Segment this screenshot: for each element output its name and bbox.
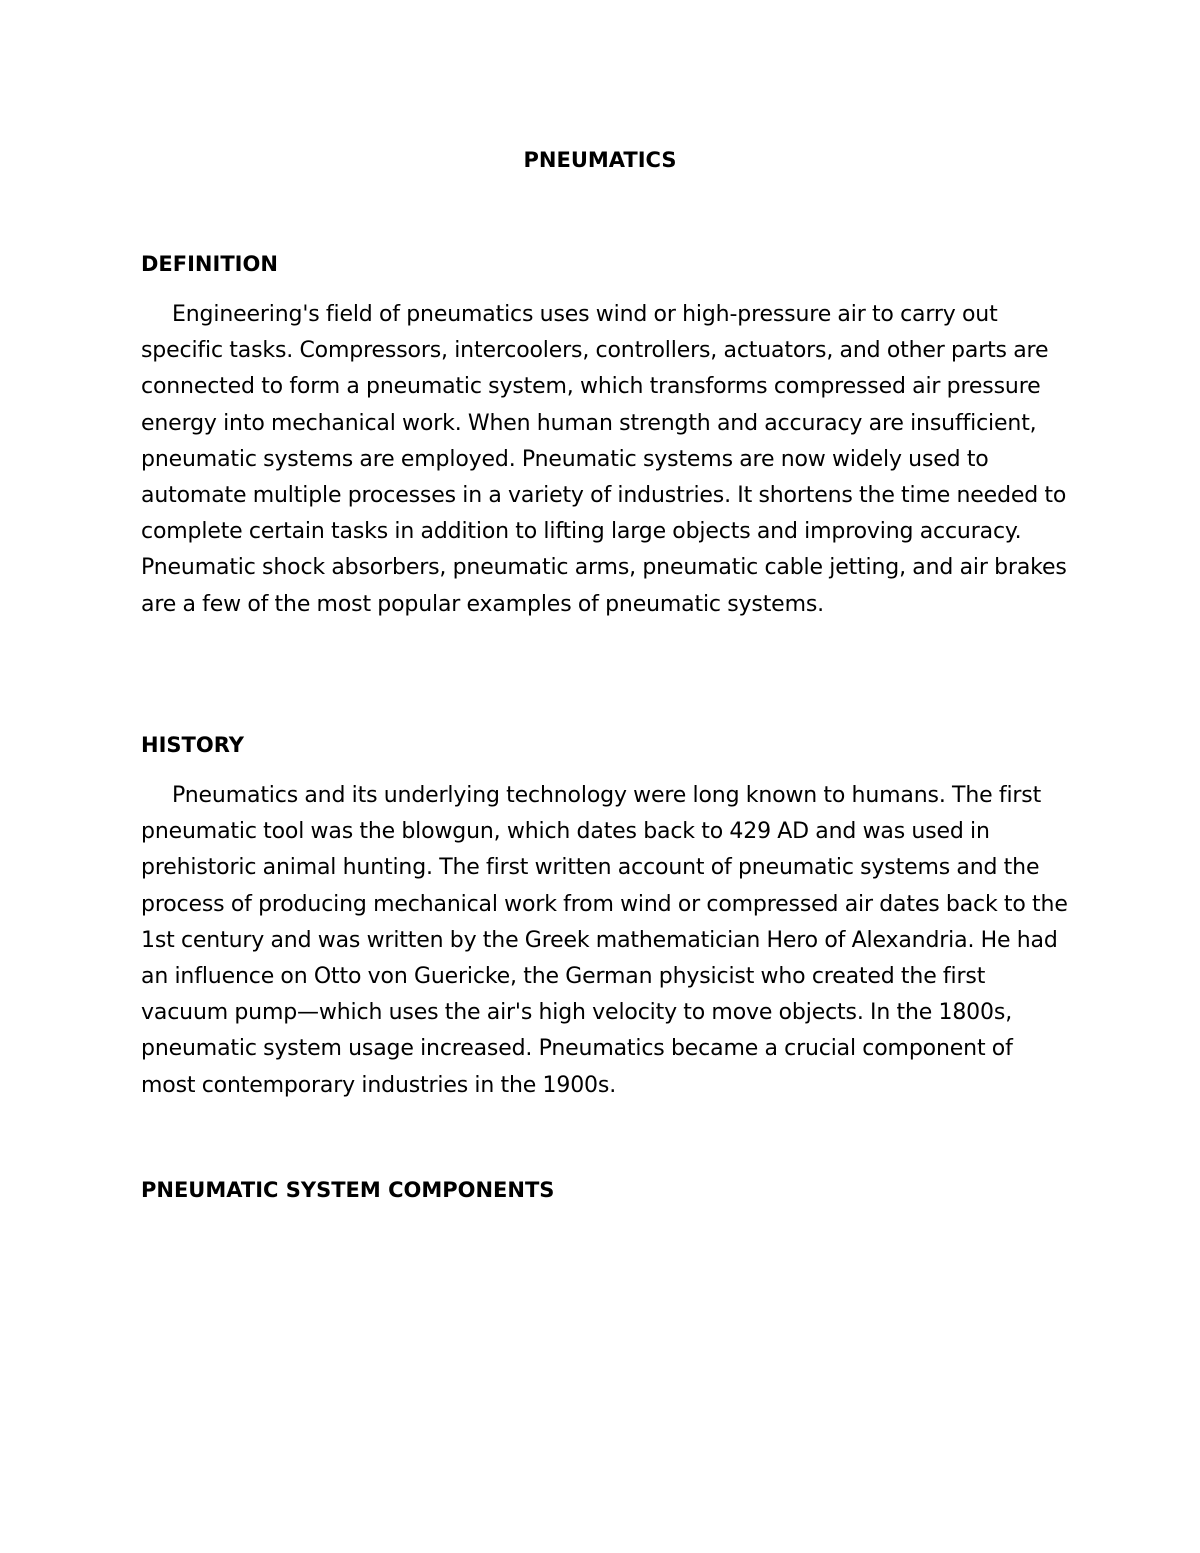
section-heading-definition: DEFINITION xyxy=(141,252,278,276)
section-body-history: Pneumatics and its underlying technology were long known to humans. The first pneumatic tool was the blowgun, which dates back to 429 AD and was used in prehistoric animal hunting. The first written account of pneumatic systems and the process of producing mechanical work from wind or compressed air dates back to the 1st century and was written by the Greek mathematician Hero of Alexandria. He had an influence on Otto von Guericke, the German physicist who created the first vacuum pump—which uses the air's high velocity to move objects. In the 1800s, pneumatic system usage increased. Pneumatics became a crucial component of most contemporary industries in the 1900s. xyxy=(141,783,1068,1098)
section-heading-history: HISTORY xyxy=(141,733,244,757)
section-body-definition: Engineering's field of pneumatics uses wind or high-pressure air to carry out specific tasks. Compressors, intercoolers, controllers, actuators, and other parts are connected to form a pneumatic system, which transforms compressed air pressure energy into mechanical work. When human strength and accuracy are insufficient, pneumatic systems are employed. Pneumatic systems are now widely used to automate multiple processes in a variety of industries. It shortens the time needed to complete certain tasks in addition to lifting large objects and improving accuracy. Pneumatic shock absorbers, pneumatic arms, pneumatic cable jetting, and air brakes are a few of the most popular examples of pneumatic systems. xyxy=(141,302,1067,617)
section-heading-components: PNEUMATIC SYSTEM COMPONENTS xyxy=(141,1178,555,1202)
document-title: PNEUMATICS xyxy=(523,148,677,172)
